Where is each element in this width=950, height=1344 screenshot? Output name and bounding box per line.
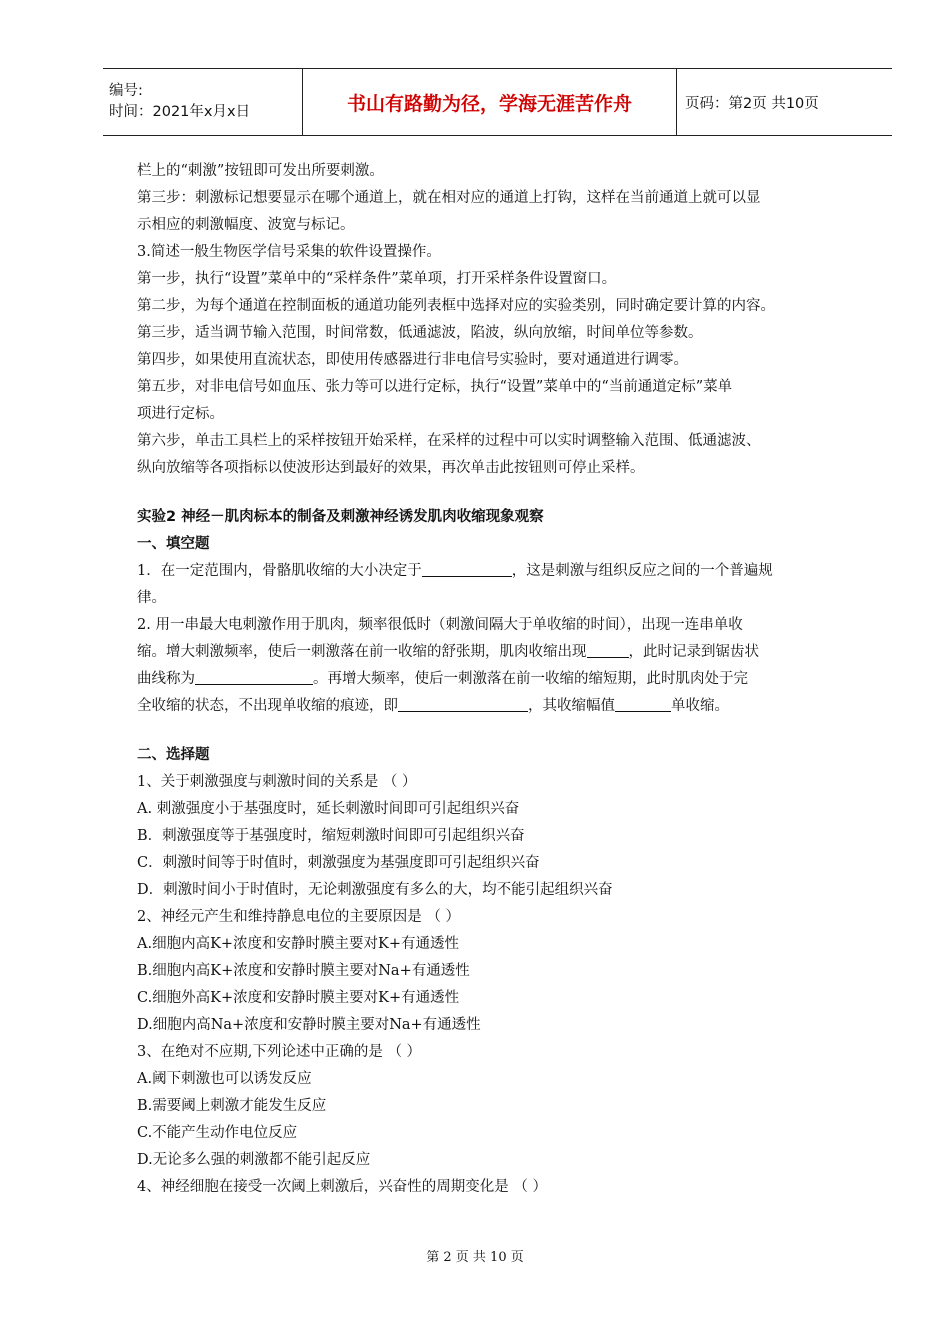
spacer [137,720,865,742]
page-number-label: 页码：第2页 共10页 [685,95,819,112]
question-1 [137,558,865,585]
text-line: 3.简述一般生物医学信号采集的软件设置操作。 [137,244,441,260]
choice-line: 1、关于刺激强度与刺激时间的关系是 （ ） [137,774,417,790]
q2-text-b: 缩。增大刺激频率，使后一刺激落在前一收缩的舒张期，肌肉收缩出现 [137,644,587,660]
text-line: 栏上的“刺激”按钮即可发出所要刺激。 [137,163,384,179]
page-header [103,68,892,136]
choice-line: B．刺激强度等于基强度时，缩短刺激时间即可引起组织兴奋 [137,828,525,844]
choice-heading: 二、选择题 [137,747,210,763]
header-motto [303,69,677,135]
document-body [137,158,865,1201]
q2-text-g: ，其收缩幅值 [528,698,615,714]
choice-line: 2、神经元产生和维持静息电位的主要原因是 （ ） [137,909,460,925]
choice-line: D.无论多么强的刺激都不能引起反应 [137,1152,371,1168]
text-line: 纵向放缩等各项指标以使波形达到最好的效果，再次单击此按钮则可停止采样。 [137,460,645,476]
spacer [137,482,865,504]
experiment-title: 实验2 神经－肌肉标本的制备及刺激神经诱发肌肉收缩现象观察 [137,509,544,525]
q1-text-b: ，这是刺激与组织反应之间的一个普遍规 [511,563,773,579]
choice-line: A.阈下刺激也可以诱发反应 [137,1071,312,1087]
answer-blank [195,668,313,685]
answer-blank [422,560,512,577]
q2-text-h: 单收缩。 [671,698,729,714]
question-1-cont: 律。 [137,590,166,606]
fill-in-heading: 一、填空题 [137,536,210,552]
question-2-cont [137,639,865,666]
q2-text-d: 曲线称为 [137,671,195,687]
question-2-cont [137,666,865,693]
motto-text: 书山有路勤为径，学海无涯苦作舟 [346,92,632,115]
answer-blank [398,695,528,712]
choice-line: C．刺激时间等于时值时，刺激强度为基强度即可引起组织兴奋 [137,855,540,871]
text-line: 第一步，执行“设置”菜单中的“采样条件”菜单项，打开采样条件设置窗口。 [137,271,617,287]
choice-line: A. 刺激强度小于基强度时，延长刺激时间即可引起组织兴奋 [137,801,520,817]
choice-line: C.细胞外高K+浓度和安静时膜主要对K+有通透性 [137,990,460,1006]
number-label: 编号: [109,83,143,99]
answer-blank [615,695,671,712]
text-line: 示相应的刺激幅度、波宽与标记。 [137,217,355,233]
q2-text-e: 。再增大频率，使后一刺激落在前一收缩的缩短期，此时肌肉处于完 [313,671,748,687]
choice-line: C.不能产生动作电位反应 [137,1125,298,1141]
text-line: 第四步，如果使用直流状态，即使用传感器进行非电信号实验时，要对通道进行调零。 [137,352,688,368]
choice-line: 4、神经细胞在接受一次阈上刺激后，兴奋性的周期变化是 （ ） [137,1179,547,1195]
q2-text-c: ，此时记录到锯齿状 [628,644,759,660]
choice-line: A.细胞内高K+浓度和安静时膜主要对K+有通透性 [137,936,460,952]
choice-line: D．刺激时间小于时值时，无论刺激强度有多么的大，均不能引起组织兴奋 [137,882,613,898]
choice-line: 3、在绝对不应期,下列论述中正确的是 （ ） [137,1044,422,1060]
page-footer: 第 2 页 共 10 页 [426,1250,524,1265]
text-line: 第五步，对非电信号如血压、张力等可以进行定标，执行“设置”菜单中的“当前通道定标”菜单 [137,379,733,395]
text-line: 第六步，单击工具栏上的采样按钮开始采样，在采样的过程中可以实时调整输入范围、低通滤波、 [137,433,761,449]
text-line: 项进行定标。 [137,406,224,422]
time-label: 时间：2021年x月x日 [109,104,251,120]
text-line: 第三步，适当调节输入范围，时间常数，低通滤波，陷波，纵向放缩，时间单位等参数。 [137,325,703,341]
q1-text-a: 1．在一定范围内，骨骼肌收缩的大小决定于 [137,563,422,579]
question-2: 2. 用一串最大电刺激作用于肌肉，频率很低时（刺激间隔大于单收缩的时间），出现一连串单收 [137,617,743,633]
choice-line: B.需要阈上刺激才能发生反应 [137,1098,327,1114]
choice-line: D.细胞内高Na+浓度和安静时膜主要对Na+有通透性 [137,1017,481,1033]
answer-blank [587,641,629,658]
header-page [677,69,892,135]
choice-line: B.细胞内高K+浓度和安静时膜主要对Na+有通透性 [137,963,470,979]
header-info [103,69,303,135]
text-line: 第二步，为每个通道在控制面板的通道功能列表框中选择对应的实验类别，同时确定要计算的内容。 [137,298,775,314]
question-2-cont [137,693,865,720]
text-line: 第三步：刺激标记想要显示在哪个通道上，就在相对应的通道上打钩，这样在当前通道上就可以显 [137,190,761,206]
q2-text-f: 全收缩的状态，不出现单收缩的痕迹，即 [137,698,398,714]
